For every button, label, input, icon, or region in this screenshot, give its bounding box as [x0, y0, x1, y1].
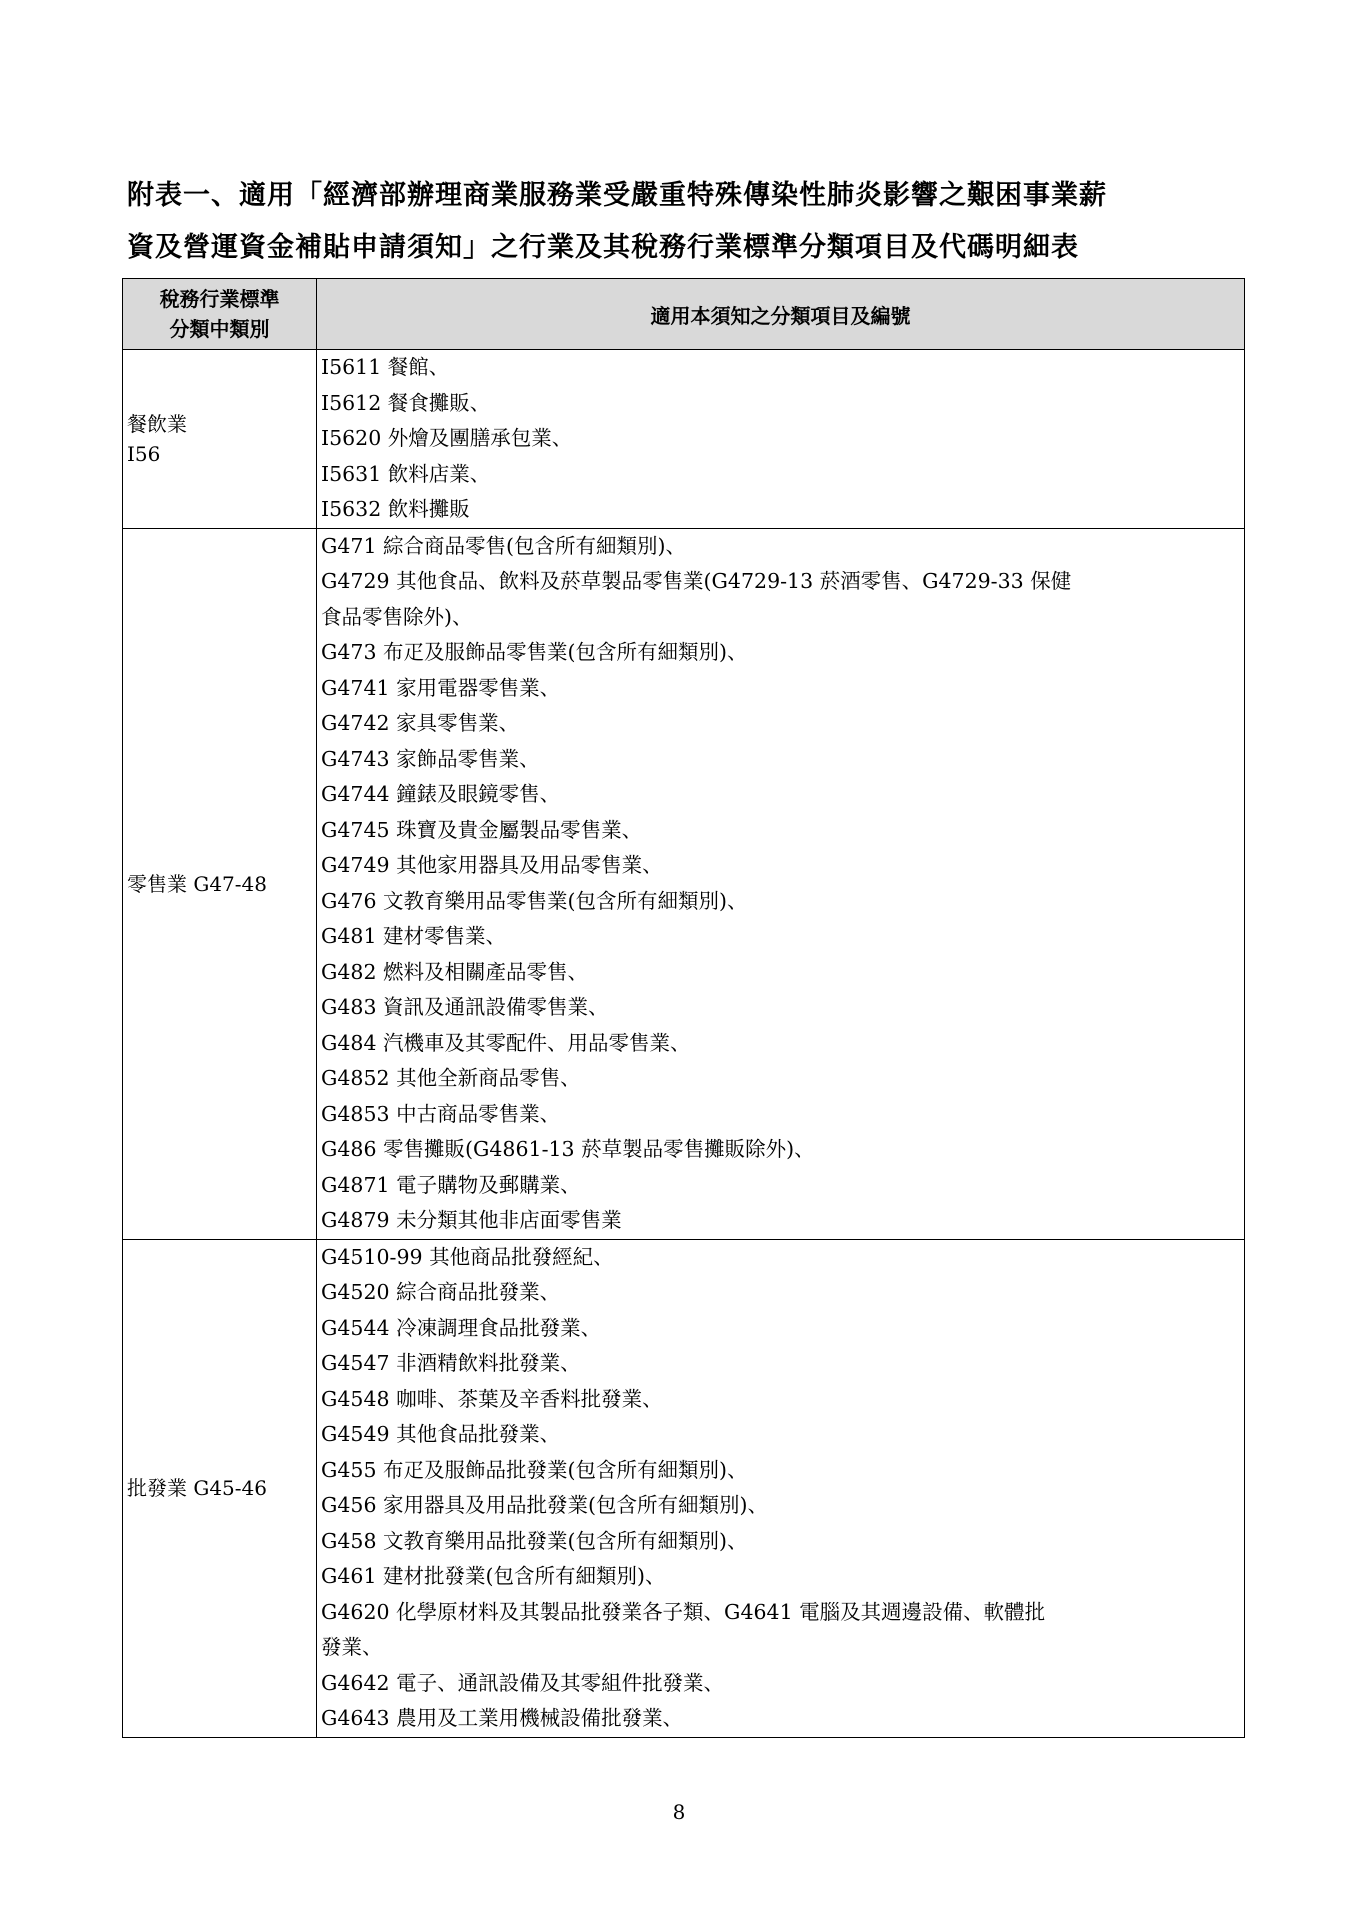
row-category [123, 528, 317, 1239]
list-item: G481 建材零售業、 [321, 924, 507, 948]
title-line-1: 附表一、適用「經濟部辦理商業服務業受嚴重特殊傳染性肺炎影響之艱困事業薪 [127, 180, 1107, 211]
list-item: G471 綜合商品零售(包含所有細類別)、 [321, 533, 687, 558]
list-item: G4853 中古商品零售業、 [321, 1101, 561, 1126]
list-item: G484 汽機車及其零配件、用品零售業、 [321, 1030, 691, 1055]
header-category-line-2: 分類中類別 [169, 317, 270, 341]
title-line-2: 資及營運資金補貼申請須知」之行業及其稅務行業標準分類項目及代碼明細表 [127, 232, 1079, 263]
page-number: 8 [672, 1800, 686, 1824]
list-item: G4520 綜合商品批發業、 [321, 1280, 561, 1304]
list-item: G4729 其他食品、飲料及菸草製品零售業(G4729-13 菸酒零售、G4729-33 保健 [321, 569, 1072, 593]
list-item: 發業、 [321, 1635, 383, 1659]
list-item: G4744 鐘錶及眼鏡零售、 [321, 782, 561, 806]
row-items [317, 1239, 1245, 1737]
list-item: G461 建材批發業(包含所有細類別)、 [321, 1564, 666, 1588]
list-item: G473 布疋及服飾品零售業(包含所有細類別)、 [321, 640, 748, 664]
list-item: G4643 農用及工業用機械設備批發業、 [321, 1706, 684, 1730]
list-item: G4852 其他全新商品零售、 [321, 1066, 581, 1090]
header-category-line-1: 稅務行業標準 [159, 287, 280, 311]
list-item: I5631 飲料店業、 [321, 461, 491, 486]
list-item: I5632 飲料攤販 [321, 497, 470, 521]
header-category [123, 279, 317, 350]
list-item: G4742 家具零售業、 [321, 711, 520, 735]
table-row [123, 1239, 1245, 1737]
list-item: G4547 非酒精飲料批發業、 [321, 1351, 581, 1375]
list-item: G4549 其他食品批發業、 [321, 1422, 561, 1446]
list-item: G456 家用器具及用品批發業(包含所有細類別)、 [321, 1493, 769, 1517]
row-items [317, 528, 1245, 1239]
list-item: G4510-99 其他商品批發經紀、 [321, 1244, 614, 1269]
industry-classification-table [122, 278, 1245, 1738]
list-item: G476 文教育樂用品零售業(包含所有細類別)、 [321, 888, 748, 913]
category-code: I56 [127, 441, 161, 466]
list-item: I5611 餐館、 [321, 355, 450, 379]
row-items [317, 350, 1245, 529]
list-item: G4741 家用電器零售業、 [321, 675, 561, 700]
table-header-row [123, 279, 1245, 350]
page-title [127, 170, 1247, 274]
list-item: G4879 未分類其他非店面零售業 [321, 1208, 622, 1232]
list-item: G4749 其他家用器具及用品零售業、 [321, 853, 663, 877]
list-item: G455 布疋及服飾品批發業(包含所有細類別)、 [321, 1457, 748, 1482]
table-row [123, 350, 1245, 529]
list-item: G4642 電子、通訊設備及其零組件批發業、 [321, 1670, 725, 1695]
list-item: G4743 家飾品零售業、 [321, 746, 540, 771]
list-item: I5620 外燴及團膳承包業、 [321, 426, 573, 450]
list-item: G482 燃料及相關產品零售、 [321, 959, 589, 984]
table-row [123, 528, 1245, 1239]
list-item: G483 資訊及通訊設備零售業、 [321, 995, 609, 1019]
list-item: 食品零售除外)、 [321, 604, 473, 629]
category-name: 餐飲業 [127, 411, 187, 436]
list-item: I5612 餐食攤販、 [321, 390, 491, 415]
row-category [123, 1239, 317, 1737]
list-item: G458 文教育樂用品批發業(包含所有細類別)、 [321, 1528, 748, 1553]
list-item: G4620 化學原材料及其製品批發業各子類、G4641 電腦及其週邊設備、軟體批 [321, 1599, 1046, 1624]
row-category [123, 350, 317, 529]
header-items: 適用本須知之分類項目及編號 [317, 279, 1245, 350]
category-name: 批發業 G45-46 [127, 1476, 267, 1500]
category-name: 零售業 G47-48 [127, 871, 267, 896]
list-item: G4544 冷凍調理食品批發業、 [321, 1315, 602, 1340]
list-item: G4548 咖啡、茶葉及辛香料批發業、 [321, 1386, 663, 1411]
list-item: G486 零售攤販(G4861-13 菸草製品零售攤販除外)、 [321, 1137, 815, 1161]
list-item: G4745 珠寶及貴金屬製品零售業、 [321, 817, 643, 842]
list-item: G4871 電子購物及郵購業、 [321, 1172, 581, 1197]
